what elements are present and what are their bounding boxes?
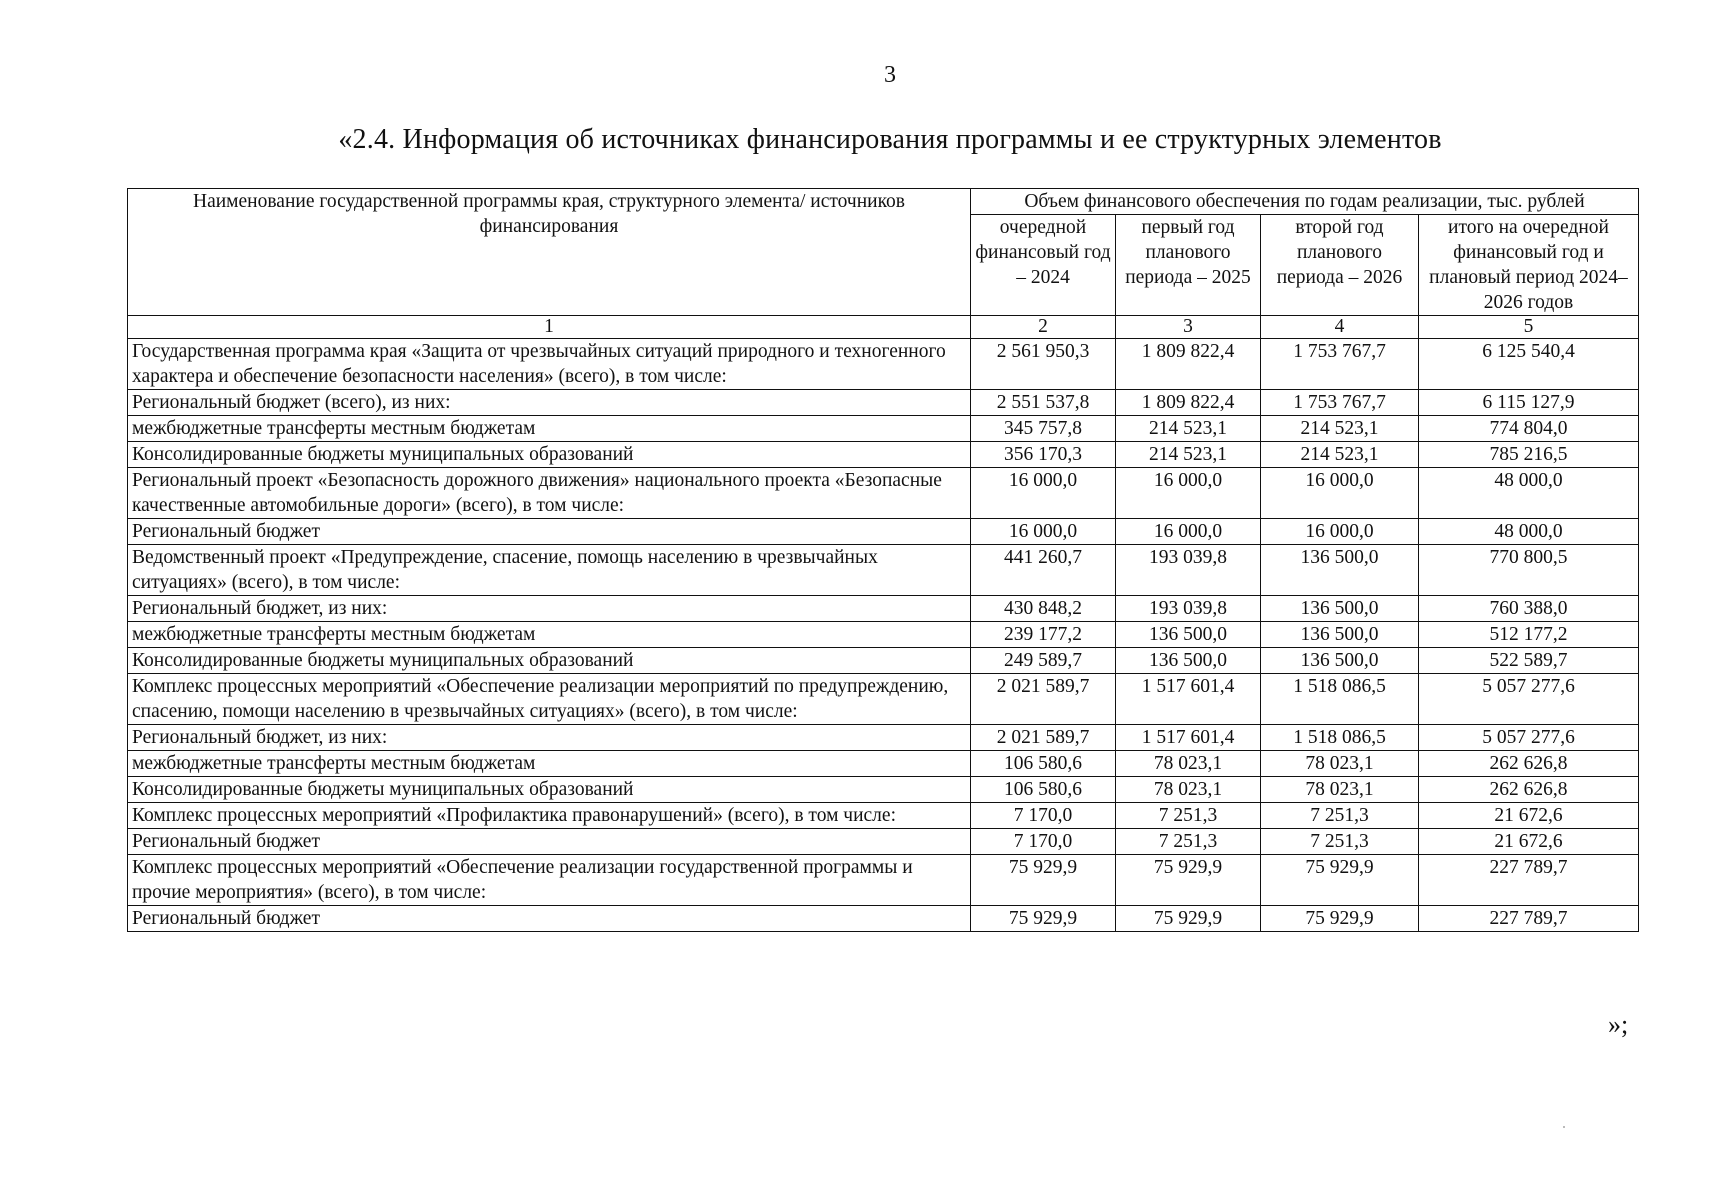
row-value-2025: 7 251,3 bbox=[1116, 829, 1261, 855]
row-value-2024: 7 170,0 bbox=[971, 803, 1116, 829]
row-name-cell: Комплекс процессных мероприятий «Профилактика правонарушений» (всего), в том числе: bbox=[128, 803, 971, 829]
table-row bbox=[128, 339, 1639, 390]
row-name-cell: межбюджетные трансферты местным бюджетам bbox=[128, 751, 971, 777]
row-value-2024: 106 580,6 bbox=[971, 751, 1116, 777]
row-value-2024: 7 170,0 bbox=[971, 829, 1116, 855]
header-col-2025: первый год планового периода – 2025 bbox=[1116, 215, 1261, 316]
row-name-cell: Комплекс процессных мероприятий «Обеспечение реализации мероприятий по предупреждению, спасению, помощи населению в чрезвычайных ситуациях» (всего), в том числе: bbox=[128, 674, 971, 725]
table-row bbox=[128, 468, 1639, 519]
row-value-2026: 136 500,0 bbox=[1261, 545, 1419, 596]
table-row bbox=[128, 906, 1639, 932]
row-name-cell: межбюджетные трансферты местным бюджетам bbox=[128, 622, 971, 648]
header-row-top bbox=[128, 189, 1639, 215]
row-value-total: 21 672,6 bbox=[1419, 803, 1639, 829]
row-value-total: 785 216,5 bbox=[1419, 442, 1639, 468]
row-name-cell: Комплекс процессных мероприятий «Обеспечение реализации государственной программы и прочие мероприятия» (всего), в том числе: bbox=[128, 855, 971, 906]
row-name-cell: Региональный бюджет, из них: bbox=[128, 725, 971, 751]
row-value-2026: 16 000,0 bbox=[1261, 519, 1419, 545]
financing-table bbox=[127, 188, 1639, 932]
row-value-total: 48 000,0 bbox=[1419, 468, 1639, 519]
row-name-cell: межбюджетные трансферты местным бюджетам bbox=[128, 416, 971, 442]
row-value-2025: 214 523,1 bbox=[1116, 442, 1261, 468]
row-name-cell: Региональный бюджет, из них: bbox=[128, 596, 971, 622]
row-value-2026: 7 251,3 bbox=[1261, 803, 1419, 829]
row-value-2026: 214 523,1 bbox=[1261, 442, 1419, 468]
row-value-2025: 136 500,0 bbox=[1116, 648, 1261, 674]
row-value-2025: 214 523,1 bbox=[1116, 416, 1261, 442]
table-row bbox=[128, 416, 1639, 442]
table-row bbox=[128, 777, 1639, 803]
row-value-2026: 1 518 086,5 bbox=[1261, 725, 1419, 751]
table-row bbox=[128, 725, 1639, 751]
column-number: 4 bbox=[1261, 316, 1419, 339]
row-value-2024: 356 170,3 bbox=[971, 442, 1116, 468]
page-number: 3 bbox=[884, 62, 896, 88]
row-value-2026: 214 523,1 bbox=[1261, 416, 1419, 442]
header-row-numbers bbox=[128, 316, 1639, 339]
row-value-2024: 441 260,7 bbox=[971, 545, 1116, 596]
row-value-total: 48 000,0 bbox=[1419, 519, 1639, 545]
row-value-2025: 78 023,1 bbox=[1116, 777, 1261, 803]
row-value-2025: 16 000,0 bbox=[1116, 519, 1261, 545]
section-title: «2.4. Информация об источниках финансирования программы и ее структурных элементов bbox=[338, 124, 1442, 155]
table-row bbox=[128, 545, 1639, 596]
row-name-cell: Консолидированные бюджеты муниципальных образований bbox=[128, 648, 971, 674]
row-value-total: 6 125 540,4 bbox=[1419, 339, 1639, 390]
table-row bbox=[128, 442, 1639, 468]
row-value-2024: 16 000,0 bbox=[971, 468, 1116, 519]
row-value-2024: 239 177,2 bbox=[971, 622, 1116, 648]
row-value-2025: 1 809 822,4 bbox=[1116, 390, 1261, 416]
column-number: 2 bbox=[971, 316, 1116, 339]
row-value-2026: 75 929,9 bbox=[1261, 906, 1419, 932]
row-value-2024: 16 000,0 bbox=[971, 519, 1116, 545]
closing-quote: »; bbox=[1608, 1010, 1629, 1039]
row-value-total: 760 388,0 bbox=[1419, 596, 1639, 622]
table-row bbox=[128, 648, 1639, 674]
row-value-total: 262 626,8 bbox=[1419, 751, 1639, 777]
table-row bbox=[128, 829, 1639, 855]
row-value-2025: 193 039,8 bbox=[1116, 545, 1261, 596]
row-value-2026: 1 753 767,7 bbox=[1261, 339, 1419, 390]
row-value-2025: 16 000,0 bbox=[1116, 468, 1261, 519]
row-value-2025: 75 929,9 bbox=[1116, 906, 1261, 932]
row-value-2025: 193 039,8 bbox=[1116, 596, 1261, 622]
row-value-2025: 1 517 601,4 bbox=[1116, 725, 1261, 751]
row-value-2025: 1 809 822,4 bbox=[1116, 339, 1261, 390]
row-value-total: 21 672,6 bbox=[1419, 829, 1639, 855]
table-row bbox=[128, 751, 1639, 777]
row-value-total: 227 789,7 bbox=[1419, 906, 1639, 932]
row-value-2026: 78 023,1 bbox=[1261, 751, 1419, 777]
row-value-2026: 1 518 086,5 bbox=[1261, 674, 1419, 725]
header-funding-volume: Объем финансового обеспечения по годам реализации, тыс. рублей bbox=[971, 189, 1639, 215]
row-value-2026: 136 500,0 bbox=[1261, 596, 1419, 622]
column-number: 5 bbox=[1419, 316, 1639, 339]
row-value-total: 522 589,7 bbox=[1419, 648, 1639, 674]
row-value-2026: 1 753 767,7 bbox=[1261, 390, 1419, 416]
row-value-2024: 2 561 950,3 bbox=[971, 339, 1116, 390]
row-name-cell: Региональный бюджет bbox=[128, 829, 971, 855]
header-col-total: итого на очередной финансовый год и плановый период 2024–2026 годов bbox=[1419, 215, 1639, 316]
row-value-total: 262 626,8 bbox=[1419, 777, 1639, 803]
row-value-total: 5 057 277,6 bbox=[1419, 725, 1639, 751]
row-value-total: 512 177,2 bbox=[1419, 622, 1639, 648]
row-value-2024: 75 929,9 bbox=[971, 906, 1116, 932]
row-value-2024: 249 589,7 bbox=[971, 648, 1116, 674]
row-value-total: 6 115 127,9 bbox=[1419, 390, 1639, 416]
row-value-2024: 75 929,9 bbox=[971, 855, 1116, 906]
row-value-total: 5 057 277,6 bbox=[1419, 674, 1639, 725]
scan-speck bbox=[1563, 1126, 1565, 1128]
row-name-cell: Региональный проект «Безопасность дорожного движения» национального проекта «Безопасные качественные автомобильные дороги» (всего), в том числе: bbox=[128, 468, 971, 519]
row-value-2024: 345 757,8 bbox=[971, 416, 1116, 442]
row-value-2024: 2 021 589,7 bbox=[971, 674, 1116, 725]
table-row bbox=[128, 390, 1639, 416]
table-row bbox=[128, 803, 1639, 829]
row-value-2025: 136 500,0 bbox=[1116, 622, 1261, 648]
row-value-2024: 2 551 537,8 bbox=[971, 390, 1116, 416]
table-row bbox=[128, 596, 1639, 622]
header-name-column: Наименование государственной программы края, структурного элемента/ источников финансирования bbox=[128, 189, 971, 316]
row-value-total: 227 789,7 bbox=[1419, 855, 1639, 906]
header-col-2024: очередной финансовый год – 2024 bbox=[971, 215, 1116, 316]
table-row bbox=[128, 855, 1639, 906]
row-name-cell: Ведомственный проект «Предупреждение, спасение, помощь населению в чрезвычайных ситуациях» (всего), в том числе: bbox=[128, 545, 971, 596]
row-value-2025: 1 517 601,4 bbox=[1116, 674, 1261, 725]
row-value-2024: 2 021 589,7 bbox=[971, 725, 1116, 751]
table-body bbox=[128, 339, 1639, 932]
row-value-2024: 430 848,2 bbox=[971, 596, 1116, 622]
row-value-total: 770 800,5 bbox=[1419, 545, 1639, 596]
row-name-cell: Региональный бюджет (всего), из них: bbox=[128, 390, 971, 416]
row-value-2025: 7 251,3 bbox=[1116, 803, 1261, 829]
column-number: 1 bbox=[128, 316, 971, 339]
row-name-cell: Региональный бюджет bbox=[128, 519, 971, 545]
row-value-2024: 106 580,6 bbox=[971, 777, 1116, 803]
row-value-2026: 136 500,0 bbox=[1261, 648, 1419, 674]
header-col-2026: второй год планового периода – 2026 bbox=[1261, 215, 1419, 316]
row-value-2026: 136 500,0 bbox=[1261, 622, 1419, 648]
row-value-2026: 78 023,1 bbox=[1261, 777, 1419, 803]
table-row bbox=[128, 519, 1639, 545]
row-value-2025: 78 023,1 bbox=[1116, 751, 1261, 777]
row-value-2025: 75 929,9 bbox=[1116, 855, 1261, 906]
row-value-total: 774 804,0 bbox=[1419, 416, 1639, 442]
table-row bbox=[128, 622, 1639, 648]
column-number: 3 bbox=[1116, 316, 1261, 339]
row-value-2026: 75 929,9 bbox=[1261, 855, 1419, 906]
row-name-cell: Государственная программа края «Защита от чрезвычайных ситуаций природного и техногенного характера и обеспечение безопасности населения» (всего), в том числе: bbox=[128, 339, 971, 390]
row-value-2026: 7 251,3 bbox=[1261, 829, 1419, 855]
row-name-cell: Консолидированные бюджеты муниципальных образований bbox=[128, 442, 971, 468]
table-row bbox=[128, 674, 1639, 725]
row-name-cell: Консолидированные бюджеты муниципальных образований bbox=[128, 777, 971, 803]
row-value-2026: 16 000,0 bbox=[1261, 468, 1419, 519]
row-name-cell: Региональный бюджет bbox=[128, 906, 971, 932]
